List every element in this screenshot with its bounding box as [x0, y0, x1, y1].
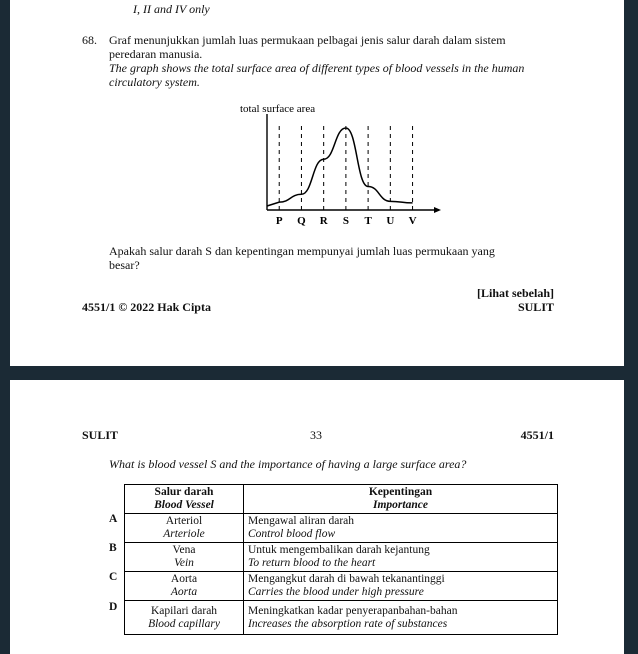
question-en-line2: circulatory system. — [109, 75, 200, 89]
x-tick-label-r: R — [319, 215, 328, 227]
option-letter-b[interactable]: B — [109, 542, 117, 554]
importance-cell — [244, 514, 558, 543]
importance-cell — [244, 543, 558, 572]
x-tick-label-q: Q — [297, 215, 306, 227]
vessel-en: Aorta — [170, 586, 198, 598]
exam-page-2 — [10, 380, 624, 654]
option-letter-d[interactable]: D — [109, 601, 118, 613]
x-tick-label-p: P — [275, 215, 283, 227]
table-row[interactable] — [125, 601, 558, 635]
importance-en: To return blood to the heart — [248, 557, 376, 569]
col-header-importance-en: Importance — [373, 499, 428, 511]
prompt-line2: besar? — [109, 258, 140, 272]
option-letter-a[interactable]: A — [109, 513, 118, 525]
question-en: What is blood vessel S and the importance of having a large surface area? — [109, 457, 467, 471]
table-row[interactable] — [125, 572, 558, 601]
x-tick-label-s: S — [342, 215, 349, 227]
importance-cell — [244, 572, 558, 601]
vessel-cell — [125, 543, 244, 572]
vessel-cell — [125, 572, 244, 601]
question-ms-line2: peredaran manusia. — [109, 47, 203, 61]
previous-option-text: I, II and IV only — [133, 2, 210, 16]
vessel-ms: Arteriol — [165, 515, 203, 527]
vessel-en: Vein — [174, 557, 194, 569]
exam-page-1 — [10, 0, 624, 366]
vessel-cell — [125, 601, 244, 635]
surface-area-graph — [235, 100, 445, 230]
question-ms-line1: Graf menunjukkan jumlah luas permukaan pelbagai jenis salur darah dalam sistem — [109, 33, 506, 47]
prompt-line1: Apakah salur darah S dan kepentingan mempunyai jumlah luas permukaan yang — [109, 244, 495, 258]
vessel-en: Arteriole — [163, 528, 205, 540]
col-header-vessel-ms: Salur darah — [154, 486, 214, 498]
x-tick-label-v: V — [408, 215, 417, 227]
col-header-importance-ms: Kepentingan — [368, 486, 433, 498]
x-tick-label-t: T — [364, 215, 372, 227]
option-letter-c[interactable]: C — [109, 571, 118, 583]
vessel-ms: Aorta — [170, 573, 198, 585]
vessel-en: Blood capillary — [148, 617, 220, 630]
importance-en: Increases the absorption rate of substances — [248, 617, 448, 630]
question-number: 68. — [82, 33, 97, 47]
footer-sulit: SULIT — [517, 300, 554, 314]
y-axis-label: total surface area — [240, 103, 316, 115]
header-sulit: SULIT — [82, 428, 119, 442]
importance-en: Carries the blood under high pressure — [248, 586, 424, 598]
table-row[interactable] — [125, 514, 558, 543]
vessel-ms: Vena — [172, 544, 196, 556]
col-header-vessel — [125, 485, 244, 514]
importance-ms: Mengawal aliran darah — [248, 515, 355, 527]
col-header-vessel-en: Blood Vessel — [154, 499, 214, 511]
col-header-importance — [244, 485, 558, 514]
footer-turn-page: [Lihat sebelah] — [476, 286, 554, 300]
importance-cell — [244, 601, 558, 635]
importance-ms: Meningkatkan kadar penyerapanbahan-bahan — [248, 604, 458, 617]
importance-en: Control blood flow — [248, 528, 336, 540]
vessel-ms: Kapilari darah — [150, 604, 218, 617]
x-tick-label-u: U — [386, 215, 395, 227]
options-table — [124, 484, 558, 635]
x-axis-arrowhead — [434, 207, 441, 213]
vessel-cell — [125, 514, 244, 543]
page-number: 33 — [310, 428, 322, 442]
table-row[interactable] — [125, 543, 558, 572]
importance-ms: Untuk mengembalikan darah kejantung — [248, 544, 430, 556]
question-en-line1: The graph shows the total surface area of different types of blood vessels in the human — [109, 61, 525, 75]
table-header-row — [125, 485, 558, 514]
header-code: 4551/1 — [520, 428, 554, 442]
footer-copyright: 4551/1 © 2022 Hak Cipta — [82, 300, 211, 314]
importance-ms: Mengangkut darah di bawah tekanantinggi — [248, 573, 445, 585]
